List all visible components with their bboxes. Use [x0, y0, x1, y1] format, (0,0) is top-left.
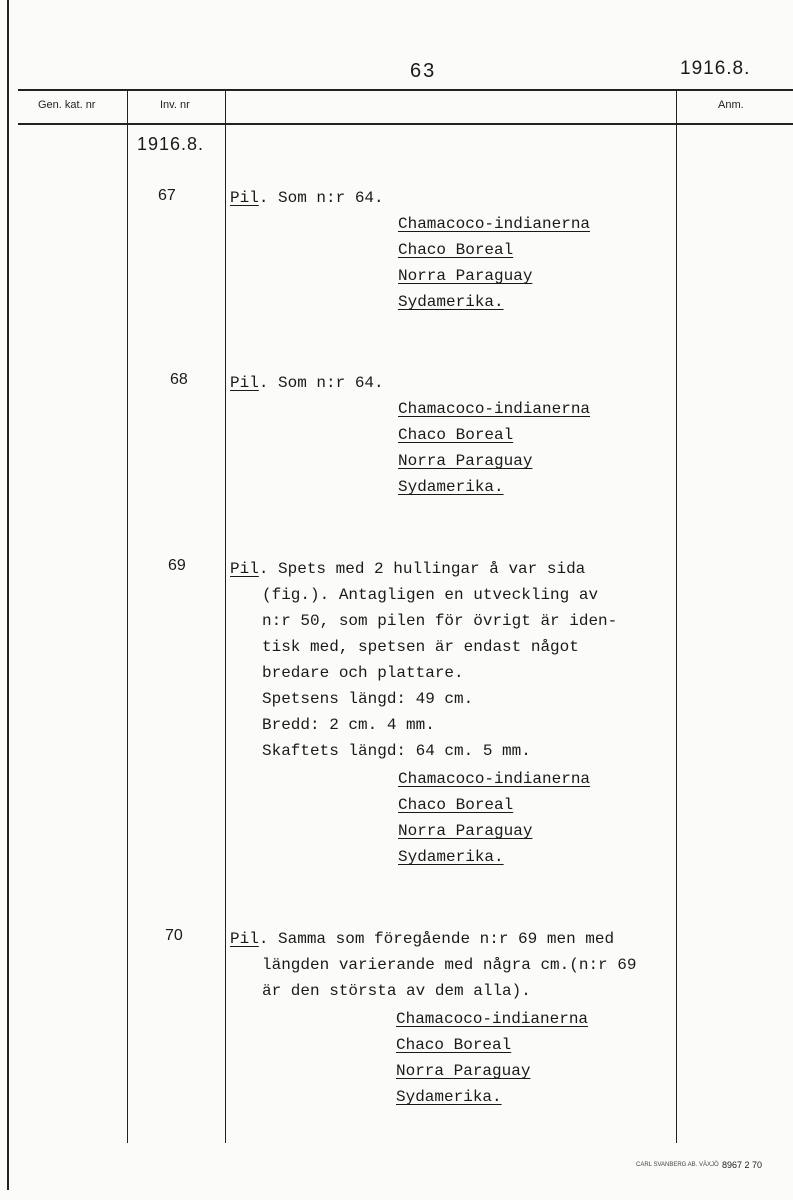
- region: Chaco Boreal: [396, 1036, 512, 1054]
- entry-line: [230, 556, 585, 582]
- region: Chaco Boreal: [398, 796, 514, 814]
- country: Norra Paraguay: [398, 822, 533, 840]
- section-label: 1916.8.: [137, 134, 205, 154]
- ethnic-group: Chamacoco-indianerna: [398, 215, 591, 233]
- entry-type: Pil: [230, 560, 259, 578]
- continent: Sydamerika.: [398, 478, 504, 496]
- catalog-reference: 1916.8.: [680, 58, 751, 79]
- page-number: 63: [410, 60, 437, 82]
- entry-line: [230, 926, 614, 952]
- entry-line: bredare och plattare.: [262, 664, 464, 682]
- column-divider-3: [676, 90, 677, 1143]
- ethnic-group: Chamacoco-indianerna: [396, 1010, 589, 1028]
- entry-line: Skaftets längd: 64 cm. 5 mm.: [262, 742, 531, 760]
- ethnic-group: Chamacoco-indianerna: [398, 770, 591, 788]
- entry-line: [230, 370, 384, 396]
- entry-line: [230, 185, 384, 211]
- entry-line: längden varierande med några cm.(n:r 69: [262, 956, 637, 974]
- inventory-number: 69: [168, 557, 186, 574]
- form-code: 8967 2 70: [722, 1160, 763, 1170]
- ethnic-group: Chamacoco-indianerna: [398, 400, 591, 418]
- entry-line: tisk med, spetsen är endast något: [262, 638, 579, 656]
- column-divider-2: [225, 90, 226, 1143]
- entry-line: är den största av dem alla).: [262, 982, 531, 1000]
- region: Chaco Boreal: [398, 426, 514, 444]
- left-margin-line: [7, 0, 9, 1190]
- inventory-number: 70: [165, 927, 183, 944]
- printer-imprint: CARL SVANBERG AB. VÄXJÖ: [636, 1162, 719, 1168]
- entry-line: n:r 50, som pilen för övrigt är iden-: [262, 612, 618, 630]
- inventory-number: 68: [170, 371, 188, 388]
- country: Norra Paraguay: [398, 267, 533, 285]
- entry-type: Pil: [230, 189, 259, 207]
- entry-line: (fig.). Antagligen en utveckling av: [262, 586, 599, 604]
- entry-text: . Som n:r 64.: [258, 374, 384, 392]
- column-divider-1: [127, 90, 128, 1143]
- continent: Sydamerika.: [396, 1088, 502, 1106]
- column-header-anm: Anm.: [718, 99, 744, 111]
- entry-line: Bredd: 2 cm. 4 mm.: [262, 716, 435, 734]
- entry-type: Pil: [230, 930, 259, 948]
- country: Norra Paraguay: [396, 1062, 531, 1080]
- continent: Sydamerika.: [398, 848, 504, 866]
- entry-line: Spetsens längd: 49 cm.: [262, 690, 474, 708]
- entry-text: . Samma som föregående n:r 69 men med: [258, 930, 615, 948]
- column-header-inv-nr: Inv. nr: [160, 99, 190, 111]
- country: Norra Paraguay: [398, 452, 533, 470]
- region: Chaco Boreal: [398, 241, 514, 259]
- entry-text: . Som n:r 64.: [258, 189, 384, 207]
- column-header-gen-kat-nr: Gen. kat. nr: [38, 99, 96, 111]
- inventory-number: 67: [158, 187, 176, 204]
- continent: Sydamerika.: [398, 293, 504, 311]
- entry-type: Pil: [230, 374, 259, 392]
- entry-text: . Spets med 2 hullingar å var sida: [258, 560, 586, 578]
